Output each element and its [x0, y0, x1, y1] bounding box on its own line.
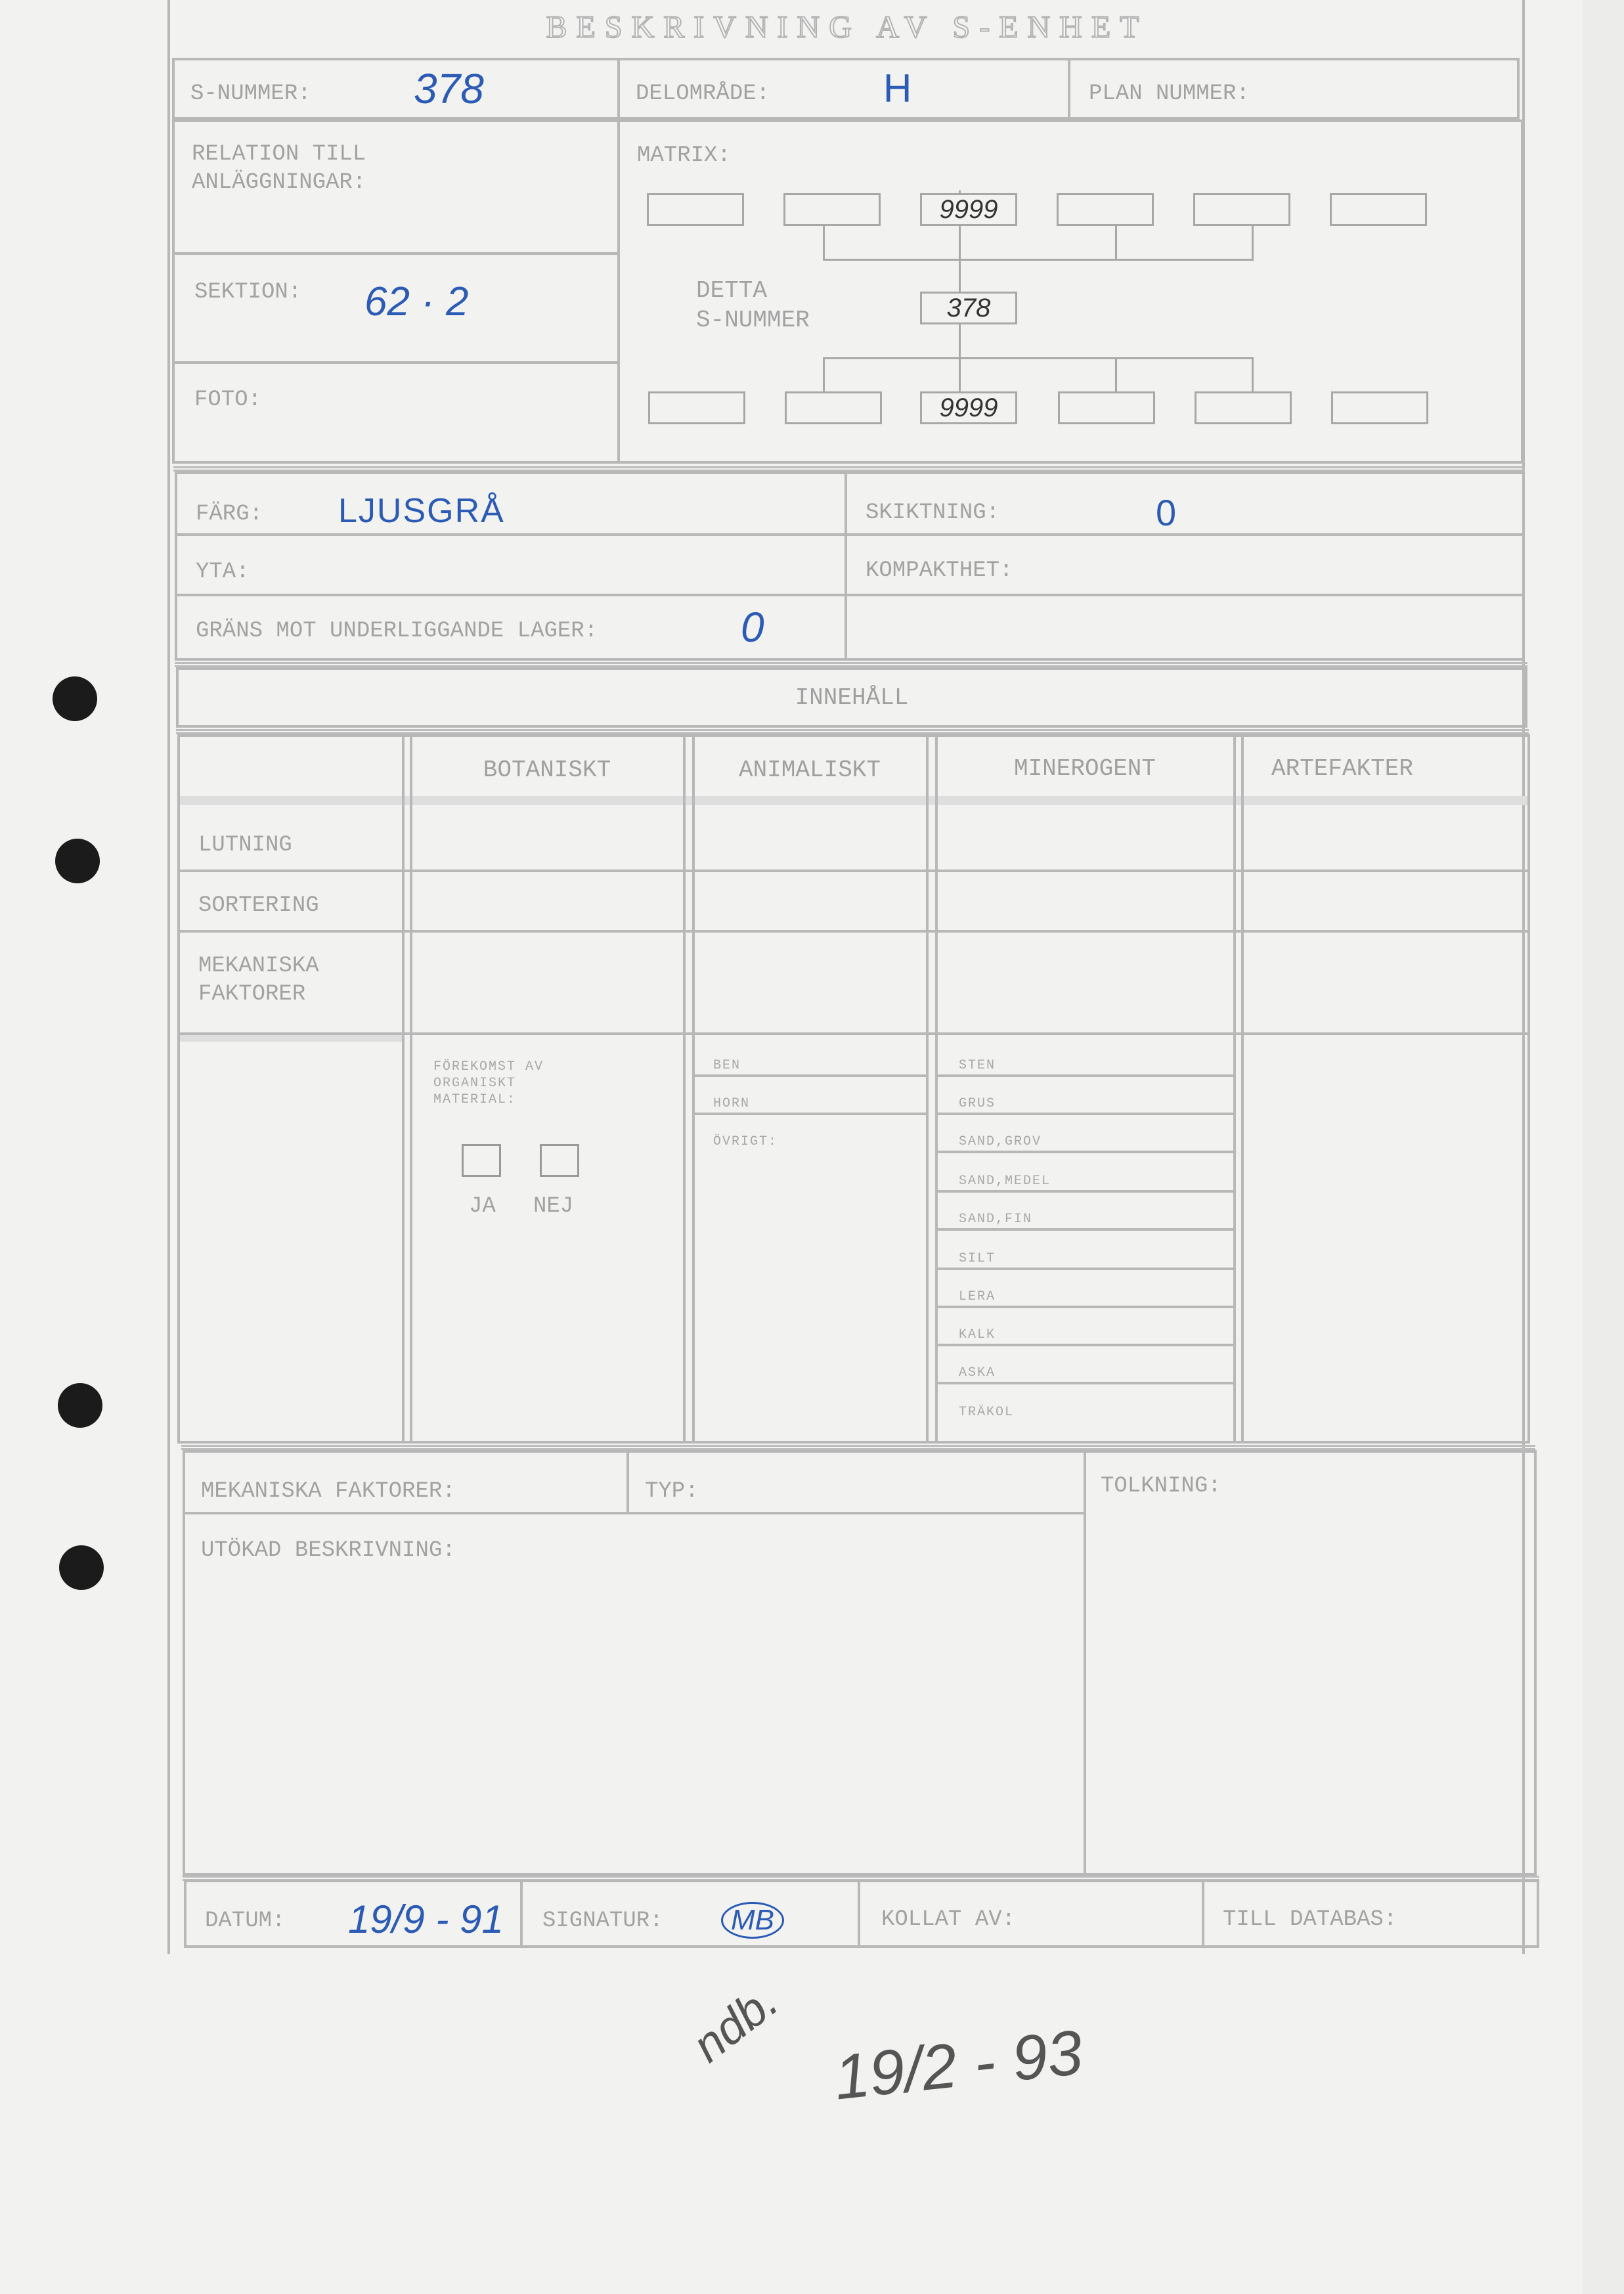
tolkning-label: TOLKNING:	[1101, 1474, 1221, 1499]
matrix-below-5[interactable]	[1195, 391, 1292, 424]
column-minerogent: MINEROGENT	[1013, 755, 1156, 782]
form-title: BESKRIVNING AV S-ENHET	[546, 10, 1149, 45]
matrix-label: MATRIX:	[637, 143, 731, 168]
grans-value[interactable]: 0	[741, 604, 764, 651]
frame-left	[167, 0, 170, 1954]
punch-hole-2	[55, 839, 100, 883]
mineral-item-sand-fin: SAND,FIN	[959, 1212, 1033, 1227]
relation-label: RELATION TILL ANLÄGGNINGAR:	[192, 142, 366, 195]
mineral-item-aska: ASKA	[959, 1365, 996, 1380]
matrix-current-value: 378	[946, 294, 991, 322]
checkbox-nej[interactable]	[540, 1144, 579, 1177]
matrix-below-1[interactable]	[648, 391, 745, 424]
delomrade-label: DELOMRÅDE:	[636, 81, 770, 106]
plan-nummer-label: PLAN NUMMER:	[1089, 81, 1250, 106]
typ-label: TYP:	[645, 1479, 699, 1504]
utokad-beskrivning-label: UTÖKAD BESKRIVNING:	[201, 1538, 456, 1563]
matrix-below-value: 9999	[939, 393, 998, 422]
pencil-date: 19/2 - 93	[831, 2017, 1086, 2113]
column-botaniskt: BOTANISKT	[483, 757, 611, 783]
mineral-item-sten: STEN	[959, 1058, 996, 1073]
mineral-item-grus: GRUS	[959, 1096, 996, 1111]
matrix-below-2[interactable]	[785, 391, 882, 424]
s-nummer-value[interactable]: 378	[414, 65, 484, 112]
organic-label: FÖREKOMST AV ORGANISKT MATERIAL:	[433, 1059, 544, 1107]
skiktning-label: SKIKTNING:	[866, 500, 1000, 525]
ja-label: JA	[469, 1194, 496, 1219]
pencil-note: ndb.	[683, 1974, 788, 2073]
header-row	[172, 58, 1520, 120]
yta-label: YTA:	[196, 560, 250, 585]
till-databas-label: TILL DATABAS:	[1223, 1907, 1397, 1932]
kollat-av-label: KOLLAT AV:	[881, 1907, 1016, 1932]
delomrade-value[interactable]: H	[883, 66, 912, 110]
signatur-value[interactable]: MB	[721, 1902, 784, 1939]
column-artefakter: ARTEFAKTER	[1271, 755, 1414, 782]
mineral-item-kalk: KALK	[959, 1327, 996, 1342]
mineral-item-silt: SILT	[959, 1251, 996, 1266]
row-sortering: SORTERING	[198, 893, 319, 918]
datum-value[interactable]: 19/9 - 91	[348, 1897, 504, 1941]
matrix-above-value: 9999	[939, 195, 998, 224]
farg-value[interactable]: LJUSGRÅ	[338, 492, 505, 530]
matrix-below-6[interactable]	[1331, 391, 1428, 424]
mineral-item-sand-medel: SAND,MEDEL	[959, 1174, 1051, 1189]
matrix-above-1[interactable]	[647, 193, 744, 226]
sektion-label: SEKTION:	[194, 280, 302, 305]
mekaniska-faktorer-label: MEKANISKA FAKTORER:	[201, 1479, 456, 1504]
innehall-label: INNEHÅLL	[795, 684, 909, 711]
matrix-above-6[interactable]	[1330, 193, 1427, 226]
column-animaliskt: ANIMALISKT	[738, 757, 881, 783]
matrix-above-4[interactable]	[1057, 193, 1154, 226]
animal-item-horn: HORN	[713, 1096, 751, 1111]
farg-label: FÄRG:	[196, 502, 263, 527]
punch-hole-4	[59, 1545, 104, 1590]
punch-hole-1	[53, 676, 97, 721]
nej-label: NEJ	[533, 1194, 574, 1219]
content-table	[177, 734, 1530, 1444]
matrix-above-5[interactable]	[1193, 193, 1290, 226]
skiktning-value[interactable]: 0	[1156, 492, 1177, 533]
row-mekaniska-faktorer: MEKANISKA FAKTORER	[198, 954, 319, 1007]
kompakthet-label: KOMPAKTHET:	[866, 558, 1013, 583]
foto-label: FOTO:	[194, 387, 262, 412]
mineral-item-sand-grov: SAND,GROV	[959, 1134, 1042, 1149]
mineral-item-trakol: TRÄKOL	[959, 1405, 1015, 1420]
detta-s-nummer-label: DETTA S-NUMMER	[696, 277, 810, 334]
mineral-item-lera: LERA	[959, 1289, 996, 1304]
row-lutning: LUTNING	[198, 833, 292, 858]
matrix-below-4[interactable]	[1058, 391, 1155, 424]
s-nummer-label: S-NUMMER:	[190, 81, 311, 106]
punch-hole-3	[58, 1383, 102, 1428]
sektion-value[interactable]: 62 · 2	[364, 279, 469, 324]
signatur-label: SIGNATUR:	[542, 1908, 663, 1933]
animal-item-ben: BEN	[713, 1058, 741, 1073]
checkbox-ja[interactable]	[462, 1144, 501, 1177]
matrix-above-2[interactable]	[783, 193, 881, 226]
grans-label: GRÄNS MOT UNDERLIGGANDE LAGER:	[196, 619, 598, 644]
animal-item-ovrigt: ÖVRIGT:	[713, 1134, 778, 1149]
datum-label: DATUM:	[205, 1908, 286, 1933]
page-edge	[1583, 0, 1624, 2294]
